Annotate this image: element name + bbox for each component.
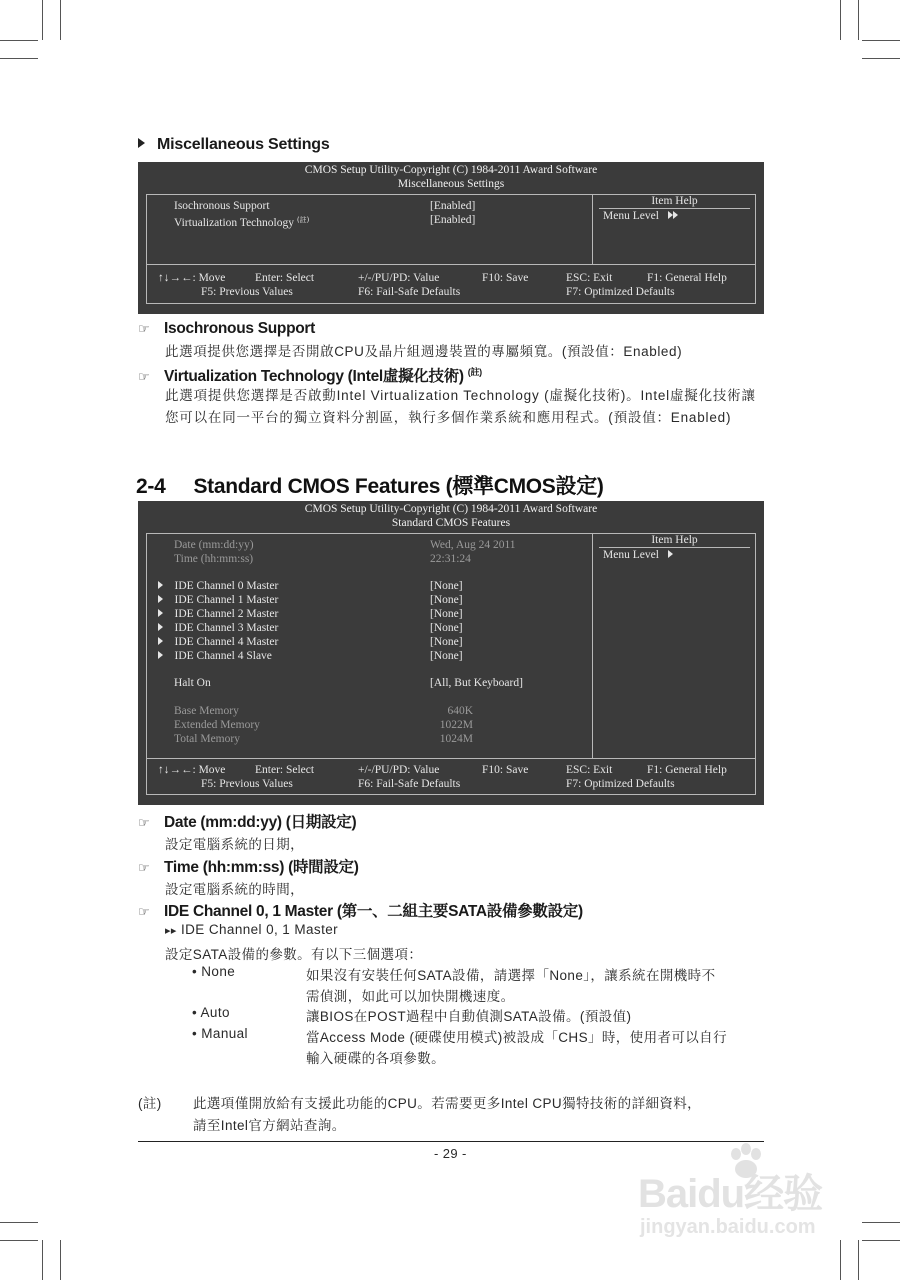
key-value: +/-/PU/PD: Value [358, 764, 440, 776]
chevron-right-icon [673, 211, 678, 219]
note-label: (註) [138, 1096, 162, 1111]
option-auto-name: • Auto [192, 1005, 230, 1020]
bios-value-isochronous[interactable]: [Enabled] [430, 200, 476, 212]
time-label: Time (hh:mm:ss) [174, 553, 254, 565]
menu-level: Menu Level [593, 209, 756, 224]
ide-channel-value: [None] [430, 608, 463, 620]
option-auto-desc: 讓BIOS在POST過程中自動偵測SATA設備。(預設值) [306, 1009, 632, 1024]
option-date: ☞ Date (mm:dd:yy) (日期設定) [138, 814, 357, 831]
ide-channel-value: [None] [430, 594, 463, 606]
crop-mark [0, 40, 38, 41]
watermark-brand: Baidu经验 [638, 1172, 823, 1216]
halt-on-label[interactable]: Halt On [174, 677, 211, 689]
item-help-title: Item Help [599, 534, 750, 548]
crop-mark [858, 1240, 859, 1280]
key-move: ↑↓→←: Move [158, 272, 226, 284]
footer-rule [138, 1141, 764, 1142]
key-f6: F6: Fail-Safe Defaults [358, 286, 461, 298]
submenu-arrow-icon [158, 595, 163, 603]
bios-item-virtualization[interactable]: Virtualization Technology $^{(註)}$ [174, 216, 310, 229]
key-f7: F7: Optimized Defaults [566, 778, 675, 790]
crop-mark [862, 40, 900, 41]
submenu-arrow-icon [158, 637, 163, 645]
note-line: 此選項僅開放給有支援此功能的CPU。若需要更多Intel CPU獨特技術的詳細資料， [193, 1096, 702, 1111]
ide-channel-item[interactable]: IDE Channel 1 Master [158, 593, 278, 607]
pointing-hand-icon: ☞ [138, 321, 150, 336]
crop-mark [0, 1240, 38, 1241]
memory-value: 640K [447, 705, 473, 717]
option-manual-desc: 輸入硬碟的各項參數。 [306, 1051, 445, 1066]
item-help-title: Item Help [599, 195, 750, 209]
bios-value-virtualization[interactable]: [Enabled] [430, 214, 476, 226]
crop-mark [840, 1240, 841, 1280]
ide-channel-item[interactable]: IDE Channel 2 Master [158, 607, 278, 621]
item-help-panel [592, 195, 756, 264]
bios-screen-standard [138, 501, 764, 805]
submenu-arrow-icon [158, 581, 163, 589]
submenu-arrow-icon [158, 623, 163, 631]
memory-value: 1024M [439, 733, 473, 745]
chevron-right-icon [668, 550, 673, 558]
halt-on-value[interactable]: [All, But Keyboard] [430, 677, 523, 689]
key-f5: F5: Previous Values [201, 778, 293, 790]
crop-mark [862, 1240, 900, 1241]
crop-mark [0, 58, 38, 59]
key-move: ↑↓→←: Move [158, 764, 226, 776]
bios-subtitle: Miscellaneous Settings [397, 178, 505, 190]
crop-mark [862, 1222, 900, 1223]
crop-mark [42, 0, 43, 40]
crop-mark [60, 0, 61, 40]
pointing-hand-icon: ☞ [138, 904, 150, 919]
note-line: 請至Intel官方網站查詢。 [193, 1118, 346, 1133]
ide-intro: 設定SATA設備的參數。有以下三個選項： [165, 947, 423, 962]
pointing-hand-icon: ☞ [138, 860, 150, 875]
ide-sub: ▸▸ IDE Channel 0, 1 Master [165, 922, 339, 937]
option-ide-channel: ☞ IDE Channel 0, 1 Master (第一、二組主要SATA設備參數設定) [138, 903, 583, 920]
bios-screen-misc [138, 162, 764, 314]
bios-item-isochronous[interactable]: Isochronous Support [174, 200, 270, 212]
option-manual-name: • Manual [192, 1026, 248, 1041]
option-virtualization: ☞ Virtualization Technology (Intel虛擬化技術) $^{(註)}$ [138, 367, 482, 385]
section-title-2-4: 2-4 Standard CMOS Features (標準CMOS設定) [136, 475, 604, 498]
pointing-hand-icon: ☞ [138, 815, 150, 830]
double-chevron-icon: ▸▸ [165, 925, 177, 937]
option-time: ☞ Time (hh:mm:ss) (時間設定) [138, 859, 359, 876]
key-f10: F10: Save [482, 764, 529, 776]
submenu-arrow-icon [158, 609, 163, 617]
triangle-bullet-icon [138, 138, 145, 148]
crop-mark [0, 1222, 38, 1223]
memory-label: Extended Memory [174, 719, 260, 731]
crop-mark [862, 58, 900, 59]
key-f1: F1: General Help [647, 272, 727, 284]
key-f5: F5: Previous Values [201, 286, 293, 298]
crop-mark [840, 0, 841, 40]
section-heading-text: Miscellaneous Settings [157, 136, 330, 153]
date-desc: 設定電腦系統的日期， [165, 837, 304, 852]
option-none-name: • None [192, 964, 236, 979]
key-f6: F6: Fail-Safe Defaults [358, 778, 461, 790]
ide-channel-value: [None] [430, 636, 463, 648]
key-esc: ESC: Exit [566, 272, 613, 284]
time-desc: 設定電腦系統的時間， [165, 882, 304, 897]
key-enter: Enter: Select [255, 272, 315, 284]
bios-title: CMOS Setup Utility-Copyright (C) 1984-2011 Award Software [304, 503, 598, 515]
ide-channel-item[interactable]: IDE Channel 3 Master [158, 621, 278, 635]
ide-channel-value: [None] [430, 650, 463, 662]
bios-subtitle: Standard CMOS Features [391, 517, 511, 529]
ide-channel-value: [None] [430, 580, 463, 592]
ide-channel-value: [None] [430, 622, 463, 634]
crop-mark [60, 1240, 61, 1280]
key-f7: F7: Optimized Defaults [566, 286, 675, 298]
option-manual-desc: 當Access Mode (硬碟使用模式)被設成「CHS」時，使用者可以自行 [306, 1030, 727, 1045]
option-isochronous: ☞ Isochronous Support [138, 320, 316, 337]
key-f10: F10: Save [482, 272, 529, 284]
submenu-arrow-icon [158, 651, 163, 659]
memory-value: 1022M [439, 719, 473, 731]
key-f1: F1: General Help [647, 764, 727, 776]
pointing-hand-icon: ☞ [138, 369, 150, 384]
watermark-url: jingyan.baidu.com [640, 1216, 816, 1238]
date-value[interactable]: Wed, Aug 24 2011 [430, 539, 516, 551]
memory-label: Base Memory [174, 705, 239, 717]
memory-label: Total Memory [174, 733, 240, 745]
ide-channel-item[interactable]: IDE Channel 0 Master [158, 579, 278, 593]
isochronous-desc: 此選項提供您選擇是否開啟CPU及晶片組週邊裝置的專屬頻寬。(預設值：Enabled) [165, 344, 683, 359]
key-enter: Enter: Select [255, 764, 315, 776]
ide-channel-item[interactable]: IDE Channel 4 Slave [158, 649, 272, 663]
menu-level: Menu Level [593, 548, 756, 563]
key-value: +/-/PU/PD: Value [358, 272, 440, 284]
bios-title: CMOS Setup Utility-Copyright (C) 1984-2011 Award Software [304, 164, 598, 176]
option-none-desc: 如果沒有安裝任何SATA設備，請選擇「None」，讓系統在開機時不 [306, 968, 716, 983]
crop-mark [858, 0, 859, 40]
virtualization-desc: 此選項提供您選擇是否啟動Intel Virtualization Technology (虛擬化技術)。Intel虛擬化技術讓您可以在同一平台的獨立資料分割區，執行多個作業系統和應用程式。(預設值：Enabled) [165, 388, 756, 425]
item-help-panel [592, 534, 756, 758]
option-none-desc: 需偵測，如此可以加快開機速度。 [306, 989, 515, 1004]
date-label: Date (mm:dd:yy) [174, 539, 254, 551]
page-number: - 29 - [434, 1146, 467, 1161]
key-esc: ESC: Exit [566, 764, 613, 776]
time-value[interactable]: 22:31:24 [430, 553, 471, 565]
crop-mark [42, 1240, 43, 1280]
ide-channel-item[interactable]: IDE Channel 4 Master [158, 635, 278, 649]
section-heading-misc [138, 136, 330, 154]
